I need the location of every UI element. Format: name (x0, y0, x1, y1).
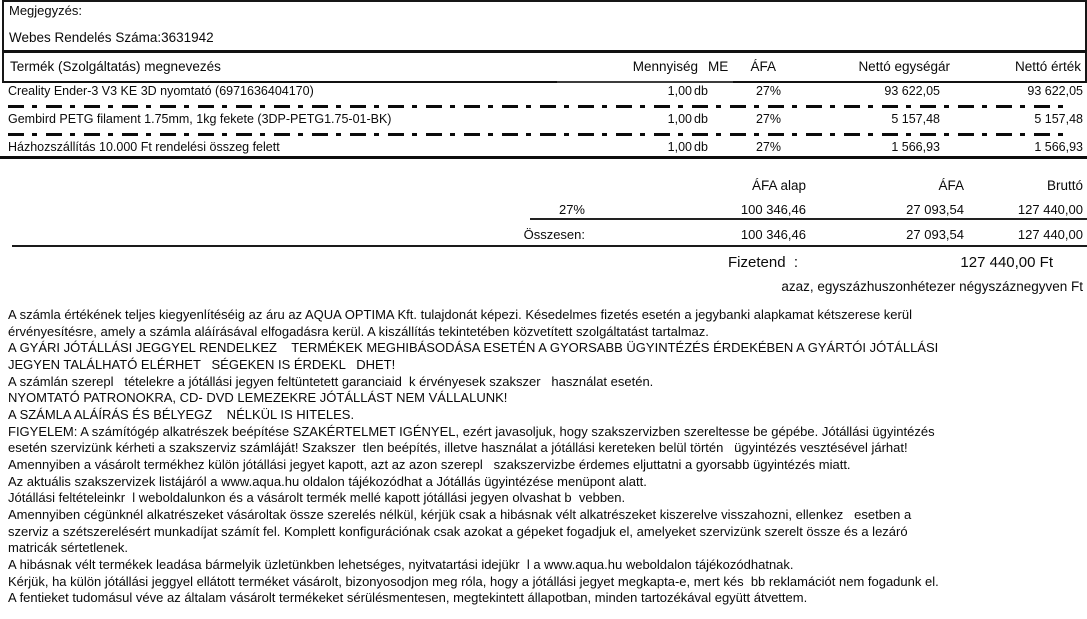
summary-vat: 27 093,54 (906, 202, 964, 217)
terms-line: Az aktuális szakszervizek listájáról a www.aqua.hu oldalon tájékozódhat a Jótállás ügyintézése menüpont alatt. (8, 473, 647, 489)
terms-line: A számlán szerepl tételekre a jótállási jegyen feltüntetett garanciaid k érvényesek szakszer használat esetén. (8, 373, 654, 389)
terms-line: FIGYELEM: A számítógép alkatrészek beépítése SZAKÉRTELMET IGÉNYEL, ezért javasoljuk, hogy szakszervizben szereltesse be gépébe. Jótállási ügyintézés (8, 423, 935, 439)
item-quantity: 1,00 (667, 112, 692, 126)
note-box (2, 0, 1087, 52)
terms-line: Jótállási feltételeinkr l weboldalunkon és a vásárolt termék mellé kapott jótállási jegyen olvashat b vebben. (8, 490, 626, 506)
summary-total-label: Összesen: (523, 227, 585, 242)
item-vat: 27% (755, 84, 781, 98)
terms-line: szerviz a szétszerelésért munkadíjat számít fel. Komplett konfigurációnak csak azokat a gépeket fogadjuk el, amelyeket szervizünk szerelt össze és a lezáró (8, 523, 908, 539)
terms-line: Kérjük, ha külön jótállási jeggyel ellátott terméket vásárolt, bizonyosodjon meg róla, hogy a jótállási jegyet megkapta-e, mert kés bb reklamációt nem fogadunk el. (8, 573, 939, 589)
header-unit: ME (708, 59, 729, 74)
quantity-header-underline (557, 81, 733, 83)
item-product: Házhozszállítás 10.000 Ft rendelési összeg felett (8, 140, 280, 154)
header-vat: ÁFA (750, 59, 776, 74)
payable-label: Fizetend : (728, 254, 799, 271)
header-quantity: Mennyiség (632, 59, 698, 74)
vat-summary-header (0, 178, 1087, 196)
item-net-unit-price: 5 157,48 (891, 112, 940, 126)
item-net-unit-price: 1 566,93 (891, 140, 940, 154)
summary-header-vat: ÁFA (938, 178, 964, 193)
item-net-unit-price: 93 622,05 (884, 84, 940, 98)
row-separator (8, 105, 1064, 108)
summary-total-vat: 27 093,54 (906, 227, 964, 242)
terms-line: A számla értékének teljes kiegyenlítéséig az áru az AQUA OPTIMA Kft. tulajdonát képezi. Késedelmes fizetés esetén a jegybanki alapkamat kétszerese kerül (8, 307, 912, 322)
terms-line: A SZÁMLA ALÁÍRÁS ÉS BÉLYEGZ NÉLKÜL IS HITELES. (8, 406, 355, 422)
terms-line: érvényesítésre, amely a számla aláírásával elfogadásra kerül. A kiszállítás tekintetében közvetített szolgáltatást tartalmaz. (8, 323, 709, 339)
summary-row-label: 27% (558, 202, 585, 217)
payable-amount-in-words: azaz, egyszázhuszonhétezer négyszáznegyven Ft (781, 279, 1083, 294)
item-unit: db (694, 140, 708, 154)
summary-gross: 127 440,00 (1017, 202, 1083, 217)
summary-divider (530, 218, 1087, 220)
item-quantity: 1,00 (667, 140, 692, 154)
terms-line: Amennyiben cégünknél alkatrészeket vásároltak össze szerelés nélkül, kérjük csak a hibásnak vélt alkatrészeket kiszerelve visszahozni, ellenkez esetben a (8, 506, 912, 522)
header-net-value: Nettó érték (1014, 59, 1081, 74)
table-row (0, 112, 1087, 130)
item-vat: 27% (755, 112, 781, 126)
summary-total-gross: 127 440,00 (1017, 227, 1083, 242)
row-separator (8, 133, 1064, 136)
web-order-number: Webes Rendelés Száma:3631942 (9, 30, 214, 45)
terms-line: Amennyiben a vásárolt termékhez külön jótállási jegyet kapott, azt az azon szerepl szakszervizbe érdemes eljuttatni a gyorsabb ügyintézés miatt. (8, 456, 851, 472)
items-table-bottom-rule (0, 156, 1087, 159)
terms-line: A fentieket tudomásul véve az általam vásárolt termékeket sérülésmentesen, megtekintett állapotban, minden tartozékával együtt átvettem. (8, 590, 808, 606)
header-product: Termék (Szolgáltatás) megnevezés (10, 59, 221, 74)
item-net-value: 5 157,48 (1034, 112, 1083, 126)
vat-summary-total-row (0, 227, 1087, 245)
summary-header-gross: Bruttó (1046, 178, 1083, 193)
item-net-value: 93 622,05 (1027, 84, 1083, 98)
terms-line: A hibásnak vélt termékek leadása bármelyik üzletünkben lehetséges, nyitvatartási idejükr l a www.aqua.hu weboldalon tájékozódhatnak. (8, 556, 794, 572)
payable-amount: 127 440,00 Ft (960, 254, 1053, 271)
item-net-value: 1 566,93 (1034, 140, 1083, 154)
item-quantity: 1,00 (667, 84, 692, 98)
note-label: Megjegyzés: (9, 3, 82, 18)
item-product: Gembird PETG filament 1.75mm, 1kg fekete (3DP-PETG1.75-01-BK) (8, 112, 392, 126)
summary-vat-base: 100 346,46 (740, 202, 806, 217)
header-net-unit-price: Nettó egységár (858, 59, 950, 74)
summary-total-vat-base: 100 346,46 (740, 227, 806, 242)
terms-line: A GYÁRI JÓTÁLLÁSI JEGGYEL RENDELKEZ TERMÉKEK MEGHIBÁSODÁSA ESETÉN A GYORSABB ÜGYINTÉZÉS ÉRDEKÉBEN A GYÁRTÓI JÓTÁLLÁSI (8, 340, 939, 356)
item-unit: db (694, 84, 708, 98)
summary-bottom-rule (12, 245, 1087, 247)
summary-header-vat-base: ÁFA alap (751, 178, 806, 193)
terms-block (8, 307, 1087, 607)
table-row (0, 84, 1087, 102)
terms-line: NYOMTATÓ PATRONOKRA, CD- DVD LEMEZEKRE JÓTÁLLÁST NEM VÁLLALUNK! (8, 390, 508, 406)
item-unit: db (694, 112, 708, 126)
items-table-header (2, 50, 1087, 83)
item-vat: 27% (755, 140, 781, 154)
terms-line: JEGYEN TALÁLHATÓ ELÉRHET SÉGEKEN IS ÉRDEKL DHET! (8, 356, 396, 372)
item-product: Creality Ender-3 V3 KE 3D nyomtató (6971636404170) (8, 84, 314, 98)
terms-line: matricák sértetlenek. (8, 540, 128, 556)
terms-line: esetén szervizünk kérheti a szakszerviz számláját! Szakszer tlen beépítés, illetve használat a jótállási kereteken belül történ ügyintézés vesztésével járhat! (8, 440, 908, 456)
